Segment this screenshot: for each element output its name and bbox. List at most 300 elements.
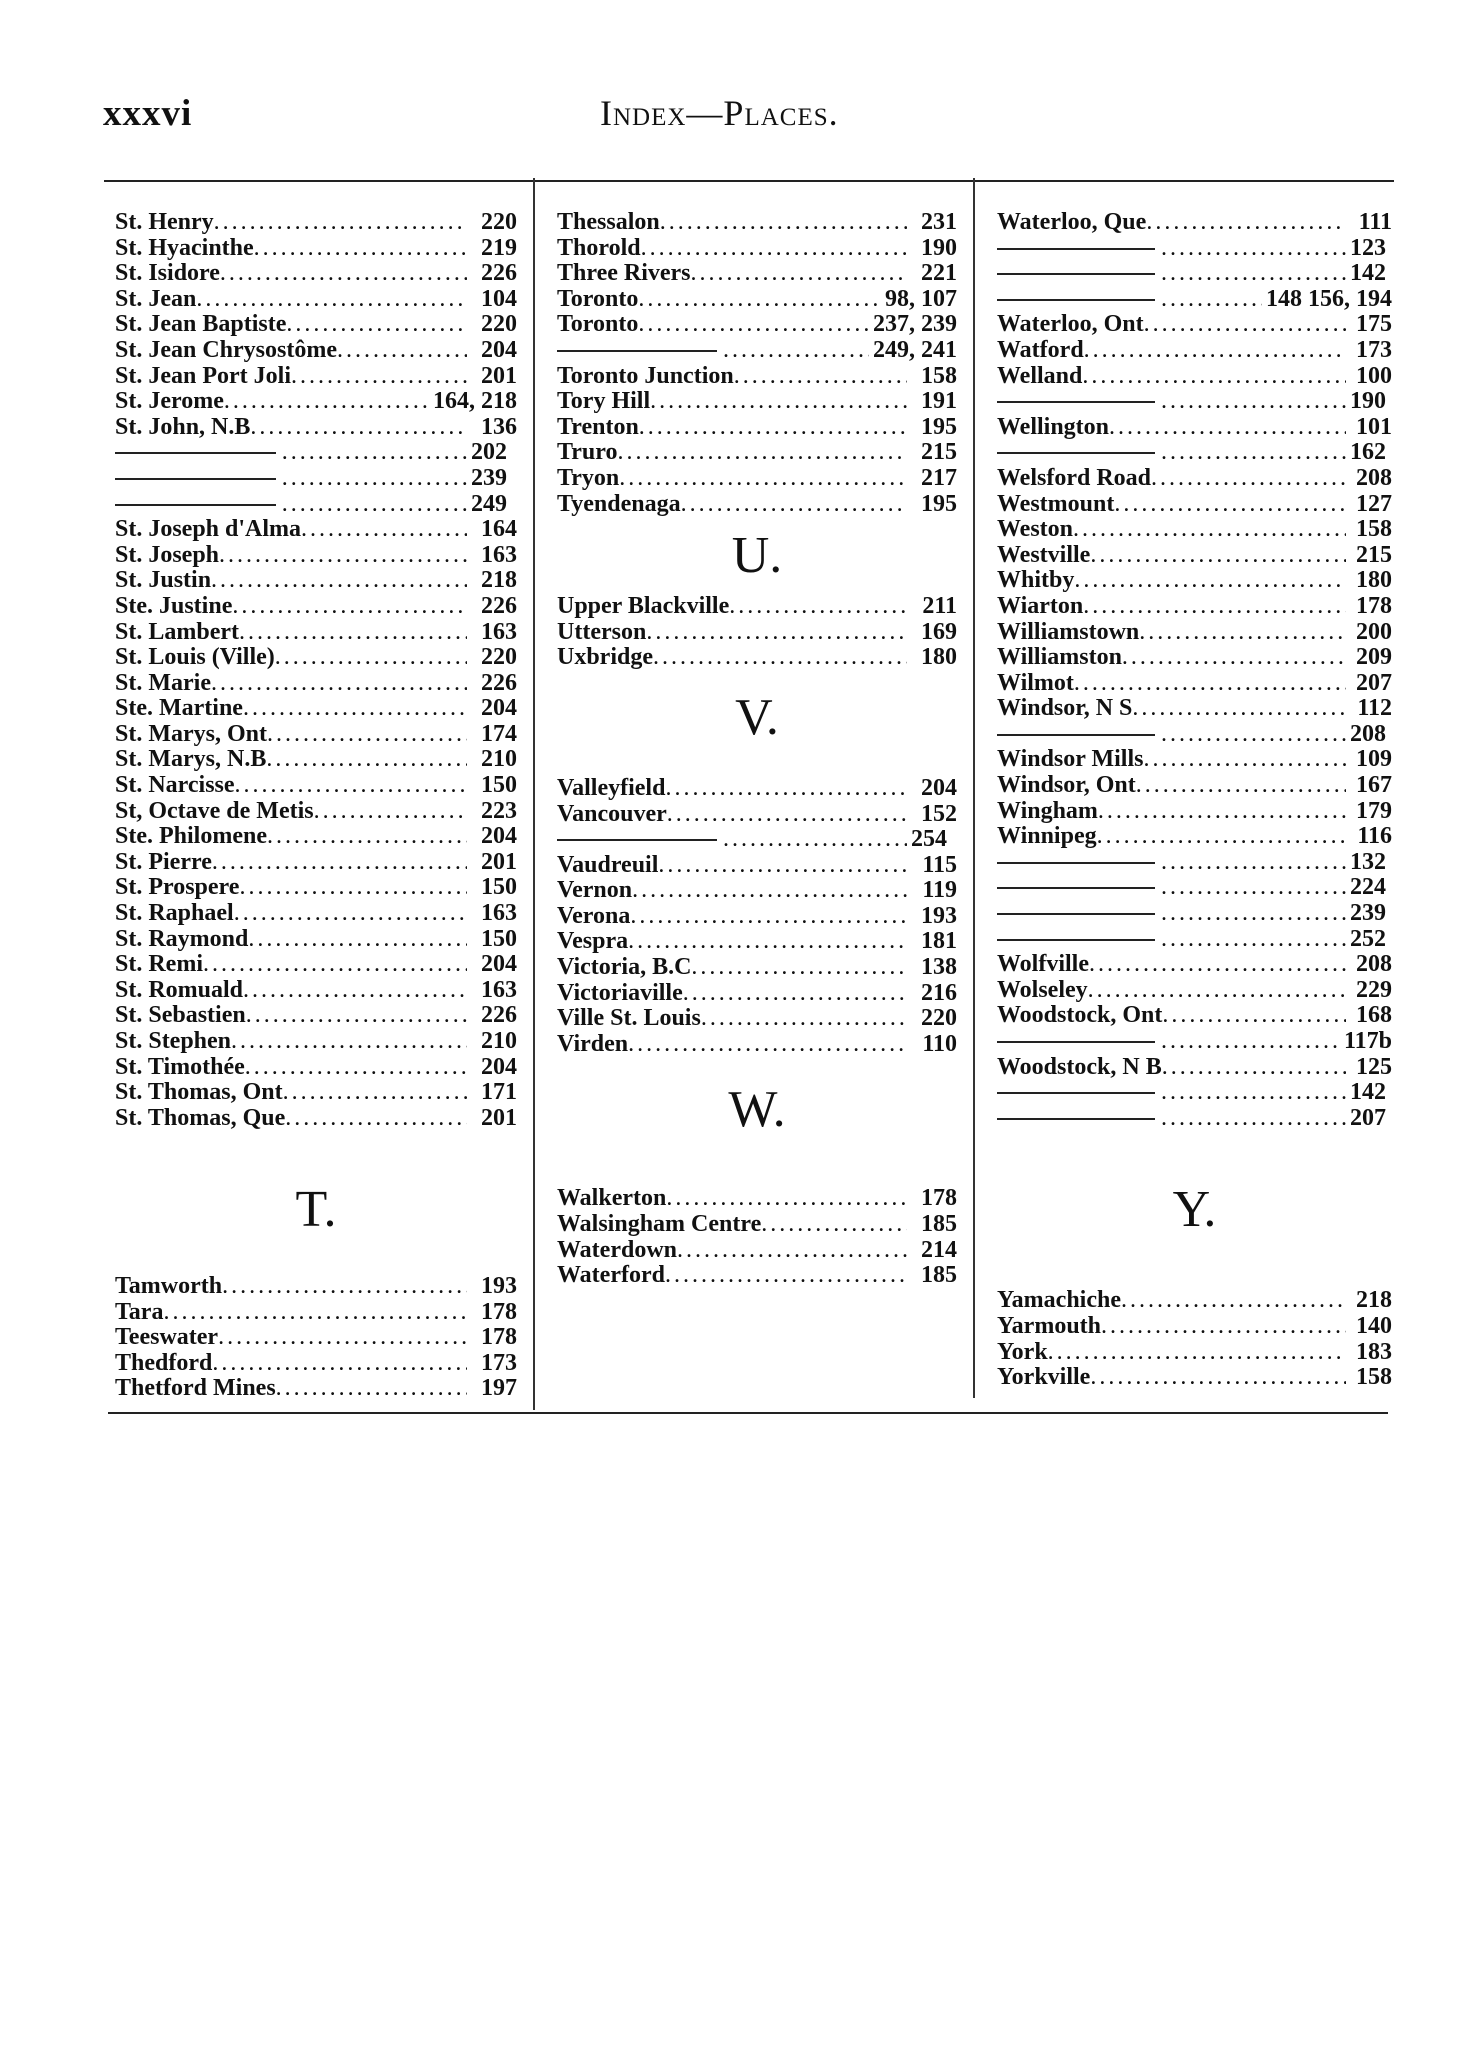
dot-leader — [285, 1106, 467, 1132]
page-number: 220 — [921, 1005, 957, 1032]
ditto-rule — [997, 875, 1155, 889]
page-number: 112 — [1357, 695, 1392, 722]
dot-leader — [638, 312, 869, 338]
index-entry — [115, 1351, 517, 1377]
section-letter-w: W. — [728, 1081, 786, 1139]
index-entry — [997, 466, 1392, 492]
page-number: 163 — [481, 900, 517, 927]
dot-leader — [660, 210, 907, 236]
index-continuation — [115, 440, 517, 466]
index-block — [115, 210, 517, 1131]
page-number: 164 — [481, 516, 517, 543]
index-entry — [997, 517, 1392, 543]
index-entry — [997, 312, 1392, 338]
page-number: 178 — [1356, 592, 1392, 619]
page-number: 220 — [481, 644, 517, 671]
page-number: 223 — [481, 797, 517, 824]
dot-leader — [239, 620, 467, 646]
place-name: Tara — [115, 1298, 164, 1325]
page-number: 252 — [1350, 925, 1386, 952]
page-number: 219 — [481, 234, 517, 261]
index-entry — [997, 568, 1392, 594]
dot-leader — [301, 517, 467, 543]
dot-leader — [243, 978, 467, 1004]
index-entry — [997, 338, 1392, 364]
place-name: Vernon — [557, 877, 633, 904]
dot-leader — [1073, 517, 1346, 543]
page-number: 142 — [1350, 1079, 1386, 1106]
page-number: 125 — [1356, 1053, 1392, 1080]
index-entry — [997, 773, 1392, 799]
dot-leader — [632, 878, 907, 904]
index-entry — [557, 594, 957, 620]
place-name: Teeswater — [115, 1324, 219, 1351]
ditto-rule — [997, 1029, 1155, 1043]
section-letter-y: Y. — [1172, 1181, 1217, 1239]
page-number: 210 — [481, 1028, 517, 1054]
index-entry — [557, 955, 957, 981]
page-number: 119 — [922, 877, 957, 904]
page-number: 148 156, 194 — [1266, 285, 1392, 312]
index-continuation — [997, 1080, 1392, 1106]
place-name: Victoriaville — [557, 979, 683, 1006]
page-number: 163 — [481, 976, 517, 1003]
dot-leader — [248, 927, 467, 953]
place-name: Vaudreuil — [557, 851, 659, 878]
index-entry — [115, 210, 517, 236]
index-entry — [115, 338, 517, 364]
place-name: Wellington — [997, 413, 1110, 440]
place-name: Toronto Junction — [557, 362, 734, 389]
page-number: 204 — [481, 695, 517, 722]
place-name: Yorkville — [997, 1364, 1091, 1391]
page-number: 197 — [481, 1375, 517, 1402]
place-name: Wingham — [997, 797, 1098, 824]
index-block — [557, 1186, 957, 1288]
page-number: 249 — [471, 490, 507, 517]
index-entry — [115, 850, 517, 876]
index-entry — [115, 1003, 517, 1029]
dot-leader — [1074, 568, 1346, 594]
dot-leader — [630, 904, 907, 930]
ditto-rule — [997, 722, 1155, 736]
dot-leader — [291, 364, 467, 390]
place-name: York — [997, 1338, 1048, 1365]
index-entry — [115, 1080, 517, 1106]
place-name: Thorold — [557, 234, 641, 261]
place-name: Williamston — [997, 644, 1122, 671]
page-number: 179 — [1356, 797, 1392, 824]
page-number: 180 — [921, 644, 957, 671]
place-name: Uxbridge — [557, 644, 653, 671]
page-number: 180 — [1356, 567, 1392, 594]
dot-leader — [220, 261, 467, 287]
index-continuation — [997, 927, 1392, 953]
dot-leader — [1144, 312, 1346, 338]
index-entry — [997, 824, 1392, 850]
index-continuation — [115, 492, 517, 518]
dot-leader — [691, 955, 907, 981]
place-name: St. Thomas, Que — [115, 1104, 286, 1131]
index-continuation — [997, 1106, 1392, 1132]
index-entry — [115, 799, 517, 825]
page-number: 174 — [481, 720, 517, 747]
index-entry — [557, 776, 957, 802]
index-entry — [997, 620, 1392, 646]
dot-leader — [650, 389, 907, 415]
dot-leader — [653, 645, 907, 671]
page-number: 211 — [922, 593, 957, 620]
page-number: 163 — [481, 618, 517, 645]
place-name: St. Prospere — [115, 874, 240, 901]
page-number: 204 — [481, 951, 517, 978]
ditto-rule — [997, 1080, 1155, 1094]
ditto-rule — [997, 850, 1155, 864]
page-number: 195 — [921, 413, 957, 440]
dot-leader — [1084, 338, 1346, 364]
section-letter-u: U. — [731, 527, 783, 585]
index-entry — [557, 853, 957, 879]
place-name: St. Henry — [115, 209, 214, 235]
index-entry — [997, 1340, 1392, 1366]
index-continuation — [997, 287, 1392, 313]
index-entry — [115, 1055, 517, 1081]
dot-leader — [1088, 978, 1346, 1004]
index-continuation — [997, 1029, 1392, 1055]
dot-leader — [638, 287, 881, 313]
index-entry — [557, 802, 957, 828]
index-entry — [997, 492, 1392, 518]
page-number: 175 — [1356, 311, 1392, 338]
index-entry — [115, 1106, 517, 1132]
index-block — [997, 1288, 1392, 1390]
dot-leader — [1090, 1365, 1346, 1391]
place-name: Utterson — [557, 618, 647, 645]
index-entry — [557, 492, 957, 518]
place-name: Tamworth — [115, 1272, 223, 1299]
dot-leader — [761, 1212, 907, 1238]
index-column-2 — [557, 210, 957, 1289]
index-entry — [557, 904, 957, 930]
index-entry — [557, 1186, 957, 1212]
page-number: 111 — [1358, 209, 1392, 235]
place-name: Waterloo, Ont — [997, 311, 1144, 338]
place-name: St. Stephen — [115, 1028, 232, 1054]
page-number: 150 — [481, 925, 517, 952]
dot-leader — [1122, 645, 1346, 671]
index-entry — [115, 875, 517, 901]
dot-leader — [337, 338, 467, 364]
place-name: Welland — [997, 362, 1083, 389]
dot-leader — [1109, 415, 1346, 441]
dot-leader — [234, 901, 467, 927]
dot-leader — [1161, 1029, 1340, 1055]
dot-leader — [314, 799, 467, 825]
place-name: Vespra — [557, 928, 629, 955]
dot-leader — [214, 210, 467, 236]
page-number: 201 — [481, 1104, 517, 1131]
page-number: 173 — [1356, 336, 1392, 363]
index-continuation — [997, 875, 1392, 901]
dot-leader — [1101, 1314, 1346, 1340]
dot-leader — [617, 440, 907, 466]
dot-leader — [282, 440, 467, 466]
index-entry — [115, 824, 517, 850]
index-entry — [557, 389, 957, 415]
page-number: 169 — [921, 618, 957, 645]
page-number: 193 — [481, 1272, 517, 1299]
index-entry — [557, 287, 957, 313]
dot-leader — [1151, 466, 1346, 492]
dot-leader — [628, 929, 907, 955]
page-number: 229 — [1356, 976, 1392, 1003]
place-name: Westville — [997, 541, 1091, 568]
dot-leader — [734, 364, 907, 390]
dot-leader — [683, 981, 907, 1007]
dot-leader — [276, 1376, 467, 1402]
page-number: 185 — [921, 1262, 957, 1289]
dot-leader — [224, 389, 429, 415]
page-number: 101 — [1356, 413, 1392, 440]
dot-leader — [1162, 1055, 1346, 1081]
dot-leader — [232, 594, 467, 620]
dot-leader — [1090, 543, 1346, 569]
place-name: Ville St. Louis — [557, 1005, 701, 1032]
index-block — [115, 1274, 517, 1402]
place-name: Victoria, B.C — [557, 954, 692, 981]
index-entry — [997, 543, 1392, 569]
page-number: 158 — [1356, 516, 1392, 543]
ditto-rule — [997, 261, 1155, 275]
index-block — [557, 210, 957, 517]
index-entry — [997, 364, 1392, 390]
dot-leader — [723, 338, 869, 364]
index-entry — [557, 364, 957, 390]
place-name: Windsor Mills — [997, 746, 1144, 773]
page-number: 226 — [481, 260, 517, 287]
place-name: St. Justin — [115, 567, 212, 594]
dot-leader — [1143, 747, 1346, 773]
index-continuation — [997, 236, 1392, 262]
page-number: 218 — [1356, 1287, 1392, 1314]
index-continuation — [557, 827, 957, 853]
index-block — [557, 776, 957, 1058]
page-number: 226 — [481, 1002, 517, 1029]
page-number: 237, 239 — [873, 311, 957, 338]
index-entry — [115, 312, 517, 338]
index-column-3 — [997, 210, 1392, 1391]
place-name: St. Marie — [115, 669, 211, 696]
page-folio: xxxvi — [103, 93, 193, 134]
index-entry — [115, 1029, 517, 1055]
index-entry — [997, 645, 1392, 671]
index-entry — [115, 1300, 517, 1326]
dot-leader — [1074, 671, 1346, 697]
page-number: 183 — [1356, 1338, 1392, 1365]
dot-leader — [639, 415, 907, 441]
page-number: 127 — [1356, 490, 1392, 517]
index-entry — [557, 210, 957, 236]
page-number: 221 — [921, 260, 957, 287]
page-number: 110 — [922, 1030, 957, 1057]
place-name: St. Romuald — [115, 976, 244, 1003]
index-entry — [557, 1006, 957, 1032]
ditto-rule — [997, 927, 1155, 941]
place-name: Yarmouth — [997, 1312, 1102, 1339]
place-name: St. Joseph d'Alma — [115, 516, 302, 543]
index-entry — [997, 1288, 1392, 1314]
place-name: St. Raphael — [115, 900, 234, 927]
dot-leader — [1161, 927, 1346, 953]
page-number: 208 — [1350, 720, 1386, 747]
dot-leader — [646, 620, 907, 646]
dot-leader — [628, 1032, 907, 1058]
index-entry — [557, 620, 957, 646]
index-entry — [115, 543, 517, 569]
page-number: 98, 107 — [885, 285, 957, 312]
dot-leader — [667, 802, 907, 828]
dot-leader — [1161, 901, 1346, 927]
page-number: 254 — [911, 826, 947, 853]
dot-leader — [1083, 594, 1346, 620]
page-number: 207 — [1356, 669, 1392, 696]
dot-leader — [701, 1006, 907, 1032]
dot-leader — [1121, 1288, 1346, 1314]
dot-leader — [1161, 1080, 1346, 1106]
page-number: 226 — [481, 592, 517, 619]
place-name: Ste. Justine — [115, 592, 233, 619]
dot-leader — [212, 1351, 467, 1377]
place-name: Verona — [557, 902, 631, 929]
place-name: St. Narcisse — [115, 772, 235, 799]
page-number: 190 — [921, 234, 957, 261]
place-name: Tyendenaga — [557, 490, 681, 517]
index-entry — [115, 927, 517, 953]
dot-leader — [275, 645, 467, 671]
page-number: 217 — [921, 464, 957, 491]
place-name: Thetford Mines — [115, 1375, 276, 1402]
place-name: Ste. Martine — [115, 695, 243, 722]
page-number: 191 — [921, 388, 957, 415]
index-continuation — [997, 901, 1392, 927]
place-name: St. Lambert — [115, 618, 239, 645]
page-number: 204 — [481, 1053, 517, 1080]
page-number: 163 — [481, 541, 517, 568]
column-divider — [533, 178, 535, 1410]
place-name: St. Louis (Ville) — [115, 644, 275, 671]
dot-leader — [1161, 875, 1346, 901]
dot-leader — [231, 1029, 467, 1055]
page-number: 150 — [481, 874, 517, 901]
place-name: St. Jerome — [115, 388, 224, 415]
page-number: 195 — [921, 490, 957, 517]
page-number: 181 — [921, 928, 957, 955]
page-number: 178 — [481, 1298, 517, 1325]
page-number: 216 — [921, 979, 957, 1006]
dot-leader — [1161, 1106, 1346, 1132]
place-name: St. Thomas, Ont — [115, 1079, 283, 1106]
place-name: St. Marys, Ont — [115, 720, 267, 747]
place-name: Windsor, Ont — [997, 772, 1136, 799]
index-entry — [115, 901, 517, 927]
place-name: Weston — [997, 516, 1074, 543]
index-entry — [557, 1032, 957, 1058]
dot-leader — [665, 776, 907, 802]
dot-leader — [266, 747, 467, 773]
index-entry — [557, 1212, 957, 1238]
dot-leader — [1098, 799, 1346, 825]
dot-leader — [1136, 773, 1346, 799]
page-number: 204 — [481, 336, 517, 363]
dot-leader — [681, 492, 907, 518]
place-name: Woodstock, N B — [997, 1053, 1162, 1080]
place-name: St. Jean Port Joli — [115, 362, 291, 389]
page-number: 152 — [921, 800, 957, 827]
place-name: Tryon — [557, 464, 620, 491]
index-entry — [115, 261, 517, 287]
index-entry — [997, 1365, 1392, 1391]
place-name: Yamachiche — [997, 1287, 1121, 1314]
index-entry — [115, 620, 517, 646]
index-entry — [997, 1055, 1392, 1081]
dot-leader — [1161, 722, 1346, 748]
index-entry — [997, 952, 1392, 978]
place-name: St. Jean — [115, 285, 197, 312]
page-number: 100 — [1356, 362, 1392, 389]
page-number: 239 — [1350, 900, 1386, 927]
page-number: 140 — [1356, 1312, 1392, 1339]
dot-leader — [235, 773, 467, 799]
dot-leader — [203, 952, 467, 978]
dot-leader — [619, 466, 907, 492]
page-number: 208 — [1356, 951, 1392, 978]
ditto-rule — [557, 338, 717, 352]
place-name: Thessalon — [557, 209, 660, 235]
index-entry — [557, 236, 957, 262]
index-entry — [557, 645, 957, 671]
index-entry — [115, 568, 517, 594]
place-name: Woodstock, Ont — [997, 1002, 1163, 1029]
place-name: Watford — [997, 336, 1084, 363]
index-entry — [115, 747, 517, 773]
page-number: 207 — [1350, 1104, 1386, 1131]
place-name: Trenton — [557, 413, 639, 440]
page-number: 115 — [922, 851, 957, 878]
index-continuation — [997, 440, 1392, 466]
dot-leader — [267, 722, 467, 748]
dot-leader — [250, 415, 467, 441]
index-entry — [115, 287, 517, 313]
place-name: Ste. Philomene — [115, 823, 267, 850]
dot-leader — [211, 671, 467, 697]
index-entry — [557, 261, 957, 287]
ditto-rule — [115, 440, 276, 454]
dot-leader — [666, 1186, 907, 1212]
index-entry — [115, 1376, 517, 1402]
page-number: 201 — [481, 362, 517, 389]
dot-leader — [1097, 824, 1346, 850]
top-rule — [104, 180, 1394, 182]
dot-leader — [1132, 696, 1346, 722]
index-entry — [557, 440, 957, 466]
place-name: St, Octave de Metis — [115, 797, 314, 824]
dot-leader — [677, 1238, 907, 1264]
dot-leader — [1161, 389, 1346, 415]
place-name: Windsor, N S — [997, 695, 1133, 722]
dot-leader — [211, 568, 467, 594]
place-name: Winnipeg — [997, 823, 1097, 850]
page-number: 201 — [481, 848, 517, 875]
